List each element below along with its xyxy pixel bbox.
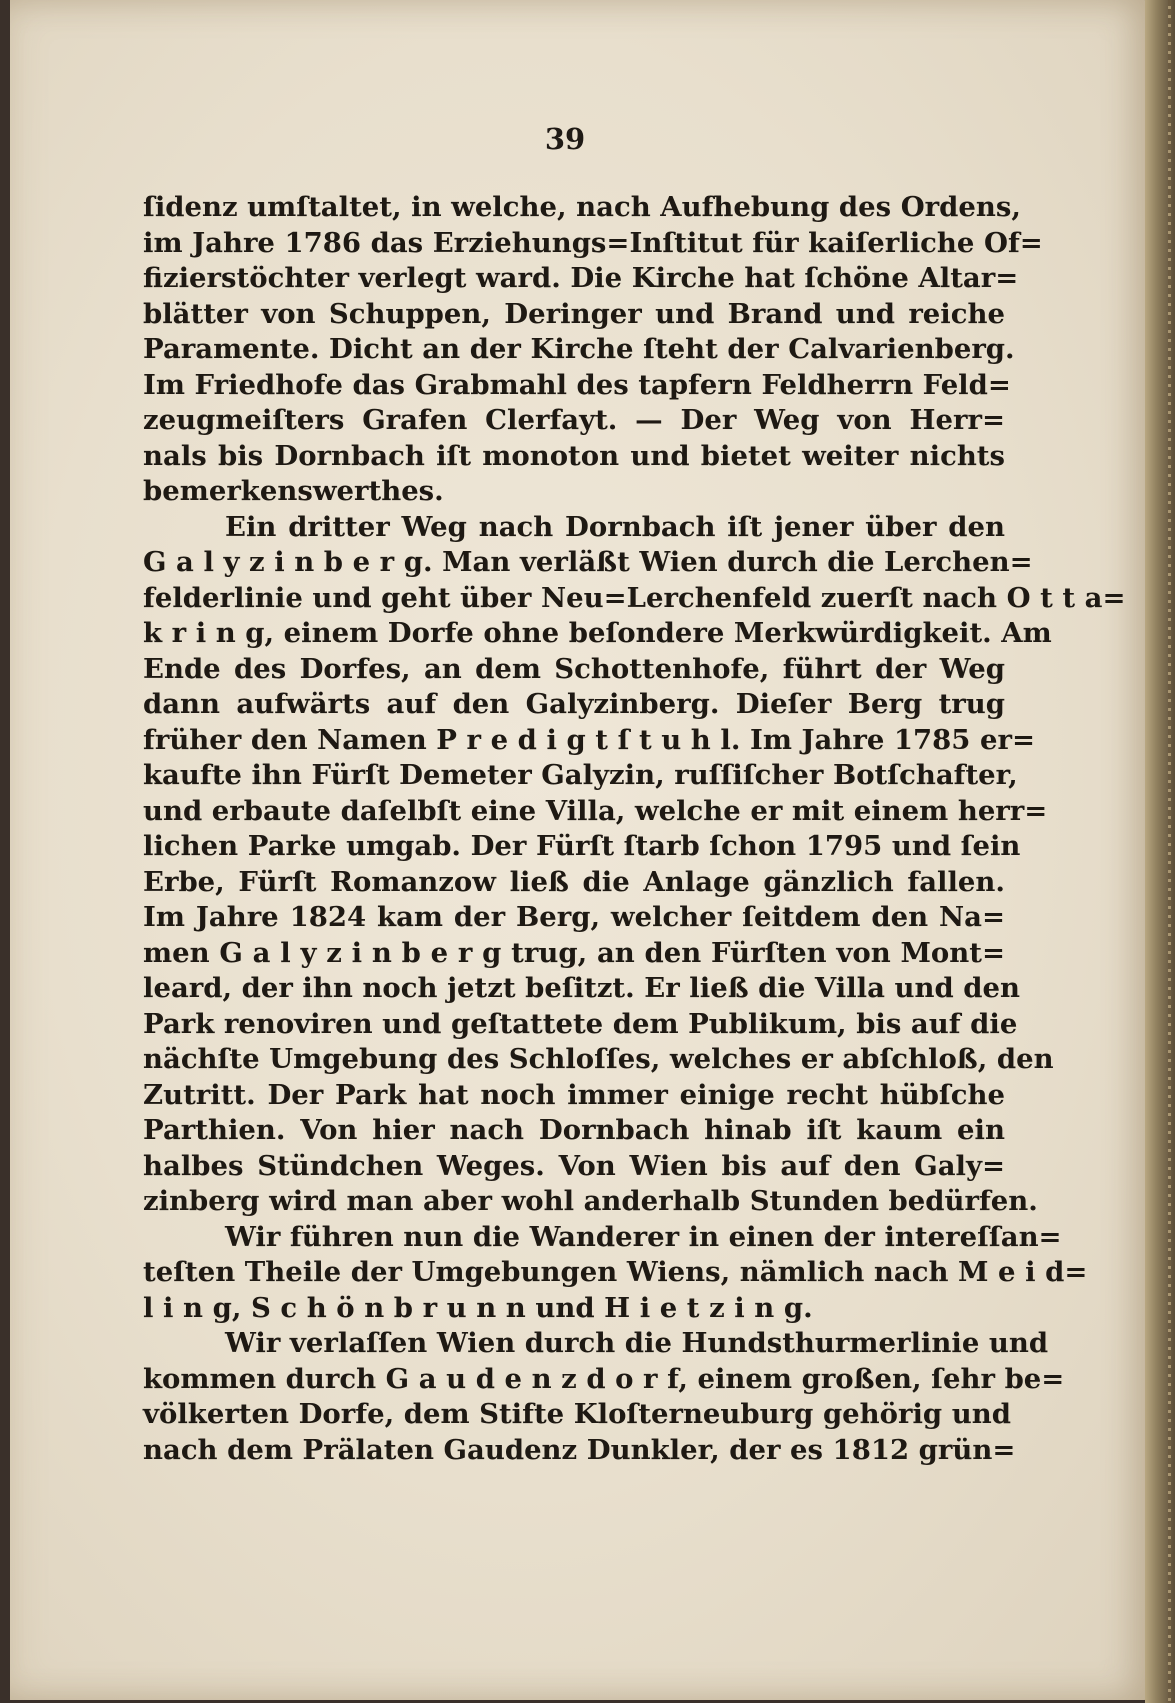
paper-page (10, 0, 1150, 1700)
text-line: früher den Namen P r e d i g t ſ t u h l. Im Jahre 1785 er= (143, 723, 1036, 756)
text-line: kaufte ihn Fürſt Demeter Galyzin, ruſſiſcher Botſchafter, (143, 759, 1018, 791)
text-line: Ende des Dorfes, an dem Schottenhofe, führt der Weg (143, 652, 1005, 685)
text-line: ſidenz umſtaltet, in welche, nach Aufhebung des Ordens, (143, 191, 1021, 223)
page-number: 39 (544, 122, 586, 156)
text-line: im Jahre 1786 das Erziehungs=Inſtitut für kaiſerliche Of= (143, 226, 1043, 259)
text-line: nach dem Prälaten Gaudenz Dunkler, der es 1812 grün= (143, 1433, 1016, 1466)
text-line: Erbe, Fürſt Romanzow ließ die Anlage gänzlich fallen. (143, 865, 1005, 898)
text-line: kommen durch G a u d e n z d o r f, einem großen, ſehr be= (143, 1362, 1065, 1395)
text-line: felderlinie und geht über Neu=Lerchenfeld zuerſt nach O t t a= (143, 581, 1126, 614)
text-line: Zutritt. Der Park hat noch immer einige recht hübſche (143, 1078, 1005, 1111)
text-line: Wir führen nun die Wanderer in einen der intereſſan= (225, 1220, 1062, 1253)
text-line: zeugmeiſters Grafen Clerfayt. — Der Weg von Herr= (143, 404, 1005, 436)
text-line: Ein dritter Weg nach Dornbach iſt jener über den (225, 510, 1005, 543)
text-line: und erbaute daſelbſt eine Villa, welche er mit einem herr= (143, 794, 1048, 827)
text-line: Im Jahre 1824 kam der Berg, welcher ſeitdem den Na= (143, 901, 1005, 933)
text-line: leard, der ihn noch jetzt beſitzt. Er ließ die Villa und den (143, 972, 1021, 1004)
text-line: lichen Parke umgab. Der Fürſt ſtarb ſchon 1795 und ſein (143, 830, 1021, 862)
text-line: Wir verlaſſen Wien durch die Hundsthurmerlinie und (225, 1327, 1049, 1359)
text-line: blätter von Schuppen, Deringer und Brand und reiche (143, 297, 1005, 330)
text-line: l i n g, S c h ö n b r u n n und H i e t z i n g. (143, 1291, 813, 1324)
text-line: k r i n g, einem Dorfe ohne beſondere Merkwürdigkeit. Am (143, 617, 1052, 649)
text-line: Im Friedhofe das Grabmahl des tapfern Feldherrn Feld= (143, 368, 1011, 401)
text-line: G a l y z i n b e r g. Man verläßt Wien durch die Lerchen= (143, 546, 1033, 578)
text-line: fizierstöchter verlegt ward. Die Kirche hat ſchöne Altar= (143, 262, 1019, 294)
text-line: bemerkenswerthes. (143, 475, 444, 507)
text-line: Paramente. Dicht an der Kirche ſteht der Calvarienberg. (143, 333, 1015, 365)
body-text (143, 190, 1126, 1468)
text-line: men G a l y z i n b e r g trug, an den Fürſten von Mont= (143, 936, 1005, 969)
text-line: Parthien. Von hier nach Dornbach hinab iſt kaum ein (143, 1114, 1005, 1146)
text-line: teſten Theile der Umgebungen Wiens, nämlich nach M e i d= (143, 1256, 1088, 1288)
text-line: zinberg wird man aber wohl anderhalb Stunden bedürfen. (143, 1185, 1038, 1217)
text-line: Park renoviren und geſtattete dem Publikum, bis auf die (143, 1007, 1018, 1040)
text-line: nächſte Umgebung des Schloſſes, welches er abſchloß, den (143, 1043, 1054, 1075)
text-line: halbes Stündchen Weges. Von Wien bis auf den Galy= (143, 1149, 1005, 1182)
text-line: völkerten Dorfe, dem Stifte Kloſterneuburg gehörig und (143, 1398, 1011, 1430)
text-line: nals bis Dornbach iſt monoton und bietet weiter nichts (143, 439, 1005, 472)
book-edge-pages (1168, 0, 1171, 1703)
text-line: dann aufwärts auf den Galyzinberg. Dieſer Berg trug (143, 688, 1005, 720)
